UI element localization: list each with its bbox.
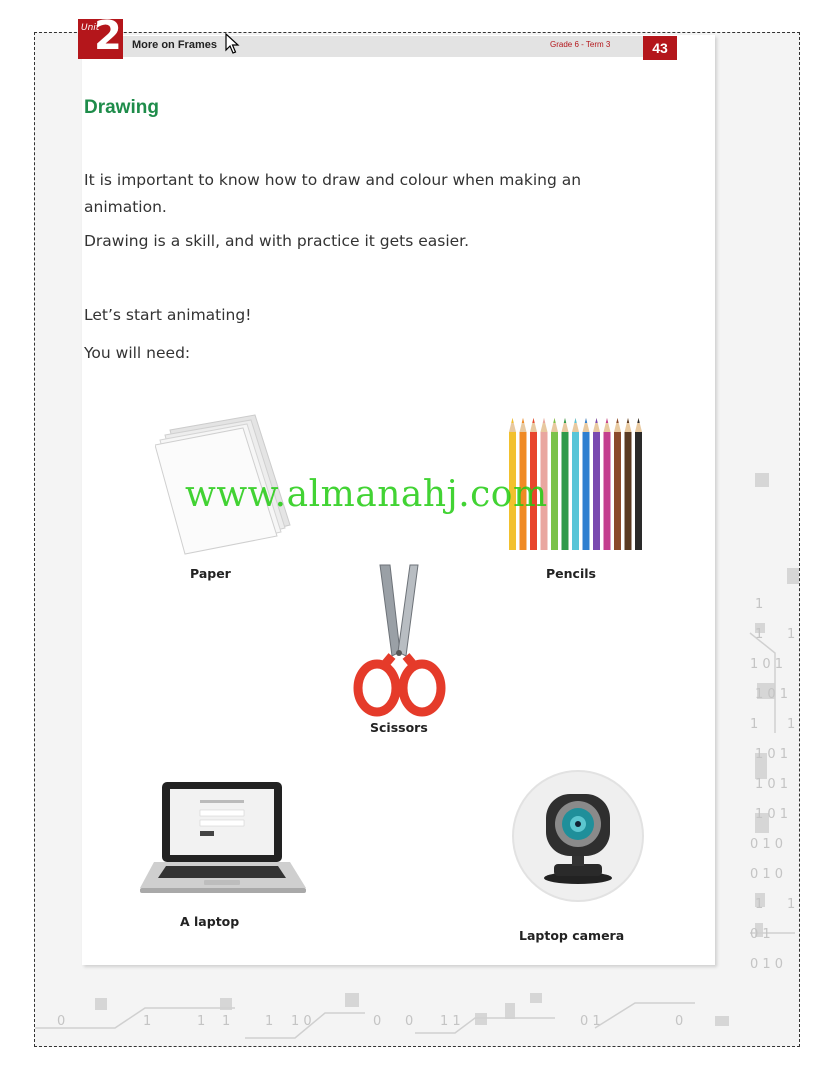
svg-text:1 0 1: 1 0 1 bbox=[755, 687, 789, 702]
svg-text:1: 1 bbox=[787, 897, 796, 912]
svg-text:0 1: 0 1 bbox=[580, 1014, 601, 1029]
paper-label: Paper bbox=[190, 566, 231, 581]
camera-label: Laptop camera bbox=[519, 928, 625, 943]
svg-text:1 0 1: 1 0 1 bbox=[750, 657, 784, 672]
svg-text:1: 1 bbox=[755, 627, 764, 642]
svg-text:1: 1 bbox=[143, 1014, 152, 1029]
svg-text:0: 0 bbox=[675, 1014, 684, 1029]
svg-text:1: 1 bbox=[787, 717, 796, 732]
svg-text:1 0: 1 0 bbox=[291, 1014, 312, 1029]
scissors-icon bbox=[352, 560, 447, 718]
svg-text:0: 0 bbox=[57, 1014, 66, 1029]
chapter-title: More on Frames bbox=[132, 39, 217, 51]
svg-text:1 1: 1 1 bbox=[440, 1014, 461, 1029]
section-heading: Drawing bbox=[84, 97, 159, 118]
paragraph-skill: Drawing is a skill, and with practice it gets easier. bbox=[84, 232, 470, 250]
svg-text:1: 1 bbox=[197, 1014, 206, 1029]
laptop-icon bbox=[140, 780, 308, 904]
svg-text:0 1 0: 0 1 0 bbox=[750, 867, 784, 882]
svg-text:0: 0 bbox=[405, 1014, 414, 1029]
scissors-label: Scissors bbox=[370, 720, 428, 735]
svg-text:1 0 1: 1 0 1 bbox=[755, 807, 789, 822]
grade-term: Grade 6 - Term 3 bbox=[550, 40, 611, 49]
svg-text:1: 1 bbox=[265, 1014, 274, 1029]
svg-text:1: 1 bbox=[755, 597, 764, 612]
svg-text:1 0 1: 1 0 1 bbox=[755, 777, 789, 792]
svg-text:1: 1 bbox=[755, 897, 764, 912]
camera-icon bbox=[510, 768, 646, 904]
paragraph-start: Let’s start animating! bbox=[84, 306, 252, 324]
unit-badge bbox=[78, 13, 123, 59]
laptop-label: A laptop bbox=[180, 914, 240, 929]
svg-text:1: 1 bbox=[222, 1014, 231, 1029]
svg-text:1: 1 bbox=[787, 627, 796, 642]
mouse-cursor-icon bbox=[225, 33, 241, 55]
svg-text:0 1: 0 1 bbox=[750, 927, 771, 942]
svg-text:0: 0 bbox=[373, 1014, 382, 1029]
unit-word: Unit bbox=[81, 23, 100, 33]
watermark-text: www.almanahj.com bbox=[185, 474, 548, 515]
svg-text:1: 1 bbox=[750, 717, 759, 732]
paragraph-intro: It is important to know how to draw and colour when making an animation. bbox=[84, 171, 582, 216]
page-number: 43 bbox=[643, 36, 677, 60]
svg-text:1 0 1: 1 0 1 bbox=[755, 747, 789, 762]
svg-text:0 1 0: 0 1 0 bbox=[750, 957, 784, 972]
paragraph-need: You will need: bbox=[84, 344, 191, 362]
svg-text:0 1 0: 0 1 0 bbox=[750, 837, 784, 852]
unit-number: 2 bbox=[94, 13, 122, 59]
pencils-label: Pencils bbox=[546, 566, 596, 581]
